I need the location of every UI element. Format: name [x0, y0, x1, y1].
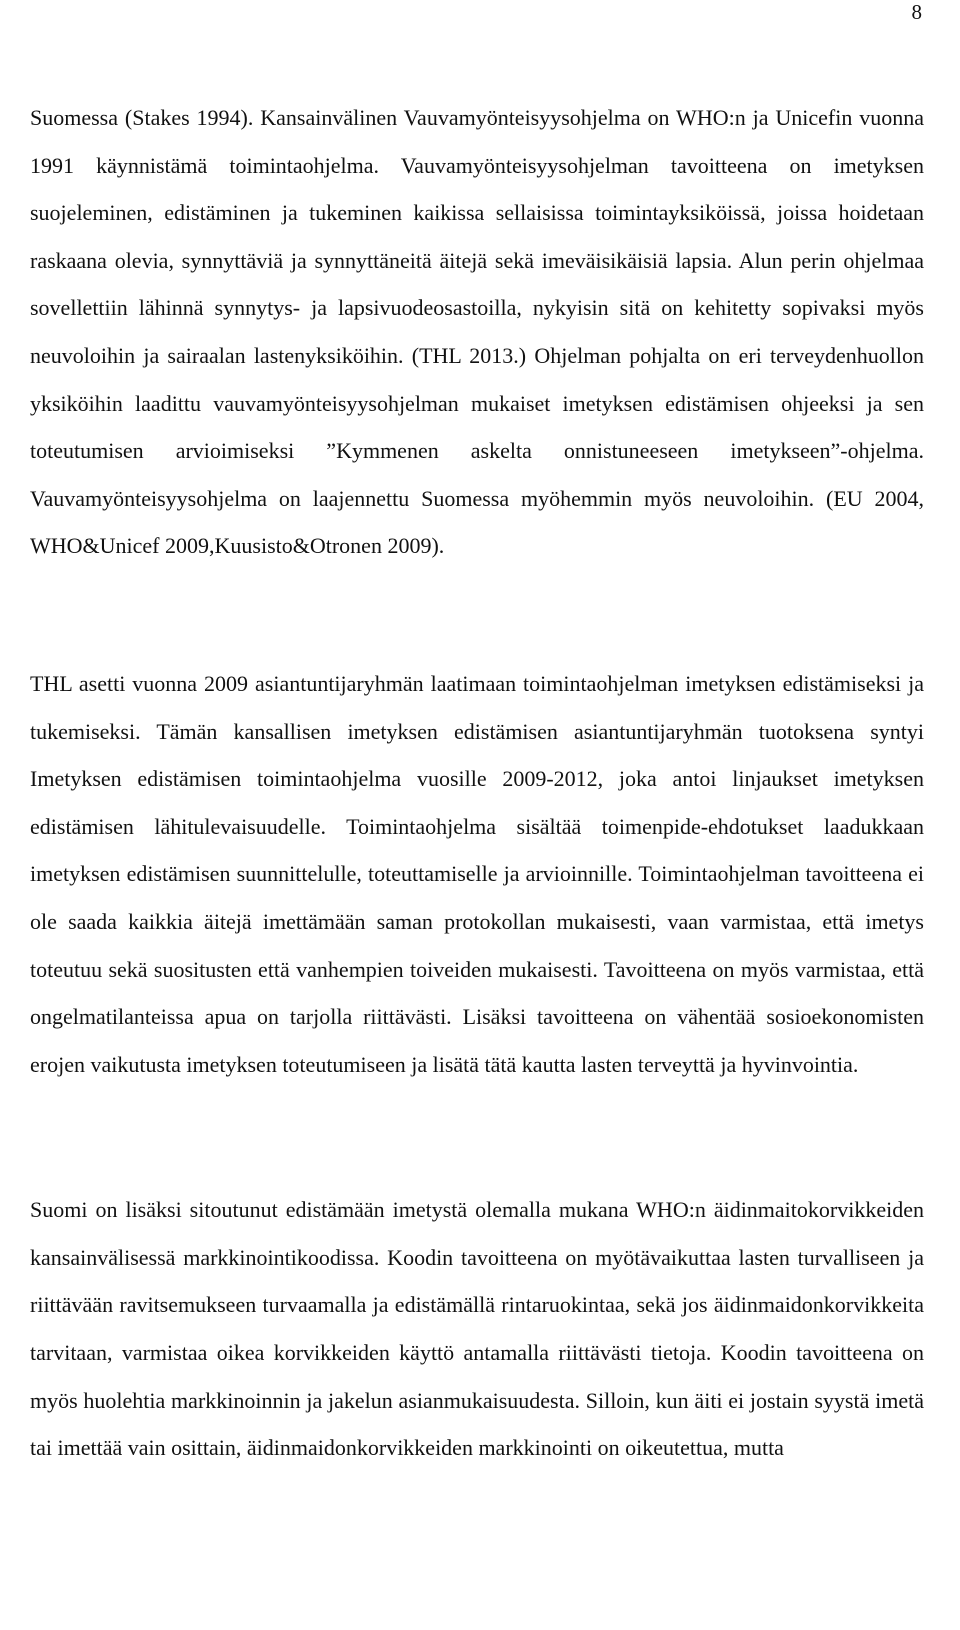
document-body [30, 94, 924, 1472]
paragraph-vauvamyonteisyysohjelma: Suomessa (Stakes 1994). Kansainvälinen Vauvamyönteisyysohjelma on WHO:n ja Unicefin vuonna 1991 käynnistämä toimintaohjelma. Vauvamyönteisyysohjelman tavoitteena on imetyksen suojeleminen, edistäminen ja tukeminen kaikissa sellaisissa toimintayksiköissä, joissa hoidetaan raskaana olevia, synnyttäviä ja synnyttäneitä äitejä sekä imeväisikäisiä lapsia. Alun perin ohjelmaa sovellettiin lähinnä synnytys- ja lapsivuodeosastoilla, nykyisin sitä on kehitetty sopivaksi myös neuvoloihin ja sairaalan lastenyksiköihin. (THL 2013.) Ohjelman pohjalta on eri terveydenhuollon yksiköihin laadittu vauvamyönteisyysohjelman mukaiset imetyksen edistämisen ohjeeksi ja sen toteutumisen arvioimiseksi ”Kymmenen askelta onnistuneeseen imetykseen”-ohjelma. Vauvamyönteisyysohjelma on laajennettu Suomessa myöhemmin myös neuvoloihin. (EU 2004, WHO&Unicef 2009,Kuusisto&Otronen 2009). [30, 105, 924, 559]
paragraph-markkinointikoodi: Suomi on lisäksi sitoutunut edistämään imetystä olemalla mukana WHO:n äidinmaitokorvikkeiden kansainvälisessä markkinointikoodissa. Koodin tavoitteena on myötävaikuttaa lasten turvalliseen ja riittävään ravitsemukseen turvaamalla ja edistämällä rintaruokintaa, sekä jos äidinmaidonkorvikkeita tarvitaan, varmistaa oikea korvikkeiden käyttö antamalla riittävästi tietoja. Koodin tavoitteena on myös huolehtia markkinoinnin ja jakelun asianmukaisuudesta. Silloin, kun äiti ei jostain syystä imetä tai imettää vain osittain, äidinmaidonkorvikkeiden markkinointi on oikeutettua, mutta [30, 1197, 924, 1461]
paragraph-thl-toimintaohjelma: THL asetti vuonna 2009 asiantuntijaryhmän laatimaan toimintaohjelman imetyksen edistämiseksi ja tukemiseksi. Tämän kansallisen imetyksen edistämisen asiantuntijaryhmän tuotoksena syntyi Imetyksen edistämisen toimintaohjelma vuosille 2009-2012, joka antoi linjaukset imetyksen edistämisen lähitulevaisuudelle. Toimintaohjelma sisältää toimenpide-ehdotukset laadukkaan imetyksen edistämisen suunnittelulle, toteuttamiselle ja arvioinnille. Toimintaohjelman tavoitteena ei ole saada kaikkia äitejä imettämään saman protokollan mukaisesti, vaan varmistaa, että imetys toteutuu sekä suositusten että vanhempien toiveiden mukaisesti. Tavoitteena on myös varmistaa, että ongelmatilanteissa apua on tarjolla riittävästi. Lisäksi tavoitteena on vähentää sosioekonomisten erojen vaikutusta imetyksen toteutumiseen ja lisätä tätä kautta lasten terveyttä ja hyvinvointia. [30, 670, 924, 1077]
page-number: 8 [911, 0, 922, 24]
